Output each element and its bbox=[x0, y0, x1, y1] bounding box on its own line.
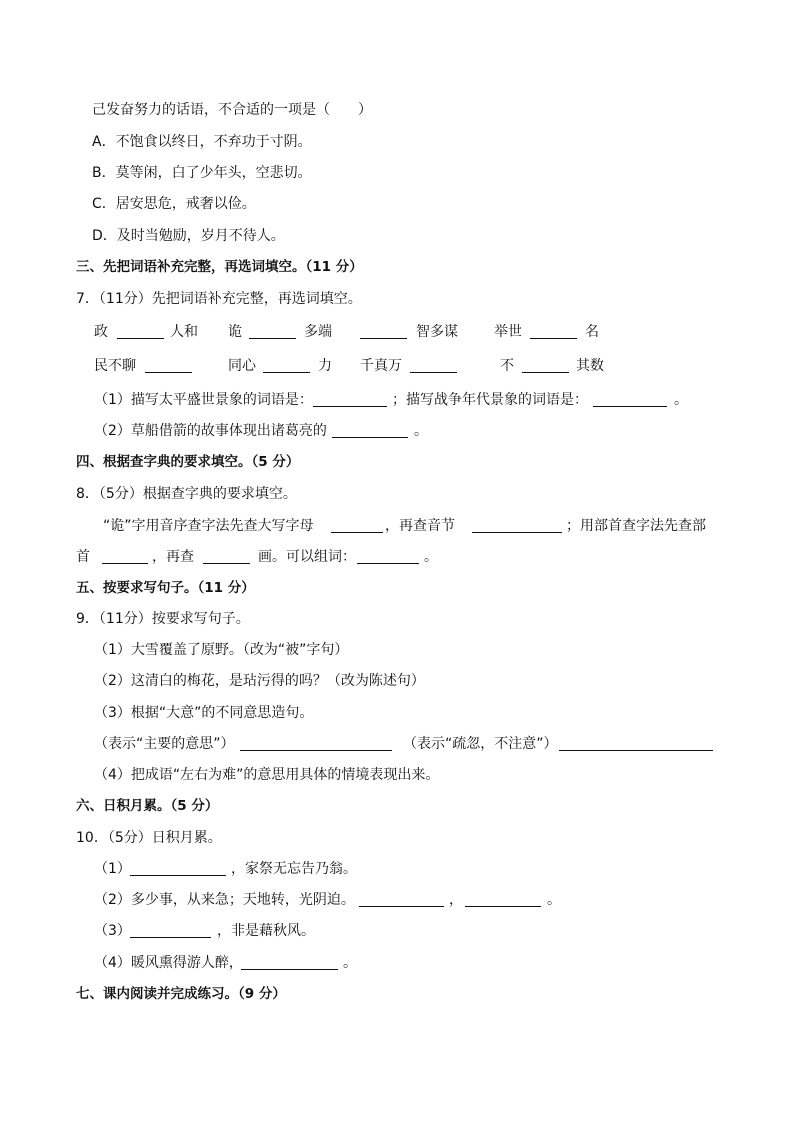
q9-sub3: （3）根据“大意”的不同意思造句。 bbox=[94, 705, 314, 721]
q10-p2-comma: ， bbox=[449, 892, 463, 908]
q7-r1-w4-prefix: 举世 bbox=[494, 324, 522, 340]
q7-r2-w4-suffix: 其数 bbox=[576, 358, 604, 374]
q7-stem: 7．（11分）先把词语补充完整，再选词填空。 bbox=[76, 291, 362, 307]
q7-r2-blank4[interactable] bbox=[522, 372, 569, 373]
q8-l2-blank1[interactable] bbox=[102, 563, 148, 564]
q10-p2-blank1[interactable] bbox=[359, 906, 444, 907]
q7-sub2-text-a: （2）草船借箭的故事体现出诸葛亮的 bbox=[94, 423, 327, 439]
q7-sub1-text-c: 。 bbox=[674, 392, 688, 408]
q6-option-b[interactable]: B．莫等闲，白了少年头，空悲切。 bbox=[92, 165, 312, 181]
q6-option-a[interactable]: A．不饱食以终日，不弃功于寸阴。 bbox=[92, 134, 312, 150]
q10-p2-text: （2）多少事，从来急；天地转，光阴迫。 bbox=[94, 892, 355, 908]
q7-r1-w1-suffix: 人和 bbox=[170, 324, 198, 340]
q9-sub1: （1）大雪覆盖了原野。（改为“被”字句） bbox=[94, 642, 349, 658]
q6-option-c[interactable]: C．居安思危，戒奢以俭。 bbox=[92, 196, 256, 212]
section-7-title: 七、课内阅读并完成练习。（9 分） bbox=[76, 986, 286, 1002]
q10-stem: 10．（5分）日积月累。 bbox=[76, 830, 222, 846]
q8-l2-blank2[interactable] bbox=[203, 563, 250, 564]
q10-p1-text: ，家祭无忘告乃翁。 bbox=[231, 861, 357, 877]
q10-p3-text: ，非是藉秋风。 bbox=[217, 923, 315, 939]
section-6-title: 六、日积月累。（5 分） bbox=[76, 798, 219, 814]
q7-r2-w1-prefix: 民不聊 bbox=[94, 358, 136, 374]
q6-option-d[interactable]: D．及时当勉励，岁月不待人。 bbox=[92, 228, 285, 244]
q7-r2-blank3[interactable] bbox=[410, 372, 457, 373]
q8-l2-text-a: 首 bbox=[76, 549, 90, 565]
q7-r2-blank2[interactable] bbox=[263, 372, 310, 373]
q7-r2-w3-prefix: 千真万 bbox=[360, 358, 402, 374]
q7-r1-w2-prefix: 诡 bbox=[228, 324, 242, 340]
q7-sub1-blank1[interactable] bbox=[313, 406, 387, 407]
q10-p1-blank[interactable] bbox=[130, 875, 226, 876]
q7-r1-w2-suffix: 多端 bbox=[304, 324, 332, 340]
q7-r1-w3-suffix: 智多谋 bbox=[416, 324, 458, 340]
q10-p4-end: 。 bbox=[343, 955, 357, 971]
q9-sub4: （4）把成语“左右为难”的意思用具体的情境表现出来。 bbox=[94, 767, 440, 783]
q8-l2-text-b: ，再查 bbox=[152, 549, 194, 565]
q7-r1-w1-prefix: 政 bbox=[94, 324, 108, 340]
section-5-title: 五、按要求写句子。（11 分） bbox=[76, 580, 255, 596]
q8-l2-blank3[interactable] bbox=[357, 563, 419, 564]
q7-r1-blank1[interactable] bbox=[117, 338, 164, 339]
q7-r2-w4-prefix: 不 bbox=[500, 358, 514, 374]
q10-p4-blank[interactable] bbox=[241, 969, 338, 970]
q7-r1-w4-suffix: 名 bbox=[585, 324, 599, 340]
q9-sub3-hint-a: （表示“主要的意思”） bbox=[94, 736, 235, 752]
q10-p1-label: （1） bbox=[94, 861, 131, 877]
section-4-title: 四、根据查字典的要求填空。（5 分） bbox=[76, 454, 300, 470]
q8-l1-text-b: ，再查音节 bbox=[385, 518, 455, 534]
q7-r2-w2-prefix: 同心 bbox=[228, 358, 256, 374]
q9-sub3-blank2[interactable] bbox=[559, 750, 713, 751]
q8-l1-blank2[interactable] bbox=[472, 532, 562, 533]
q8-l1-blank1[interactable] bbox=[331, 532, 383, 533]
q7-sub2-text-b: 。 bbox=[414, 423, 428, 439]
section-3-title: 三、先把词语补充完整，再选词填空。（11 分） bbox=[76, 259, 363, 275]
q6-stem: 己发奋努力的话语，不合适的一项是（ ） bbox=[92, 102, 372, 118]
q7-r1-blank4[interactable] bbox=[530, 338, 577, 339]
q8-l1-text-c: ；用部首查字法先查部 bbox=[566, 518, 706, 534]
q10-p3-label: （3） bbox=[94, 923, 131, 939]
q8-l2-text-c: 画。可以组词： bbox=[258, 549, 356, 565]
q7-r2-blank1[interactable] bbox=[145, 372, 192, 373]
q7-sub1-text-a: （1）描写太平盛世景象的词语是： bbox=[94, 392, 313, 408]
q9-sub3-blank1[interactable] bbox=[240, 750, 392, 751]
q7-sub2-blank[interactable] bbox=[332, 437, 408, 438]
q8-l1-text-a: “诡”字用音序查字法先查大写字母 bbox=[103, 518, 314, 534]
q10-p2-blank2[interactable] bbox=[465, 906, 541, 907]
q7-r1-blank2[interactable] bbox=[249, 338, 296, 339]
q7-r2-w2-suffix: 力 bbox=[318, 358, 332, 374]
q8-l2-text-d: 。 bbox=[424, 549, 438, 565]
q9-stem: 9．（11分）按要求写句子。 bbox=[76, 611, 250, 627]
q9-sub3-hint-b: （表示“疏忽，不注意”） bbox=[403, 736, 558, 752]
q10-p4-text: （4）暖风熏得游人醉， bbox=[94, 955, 243, 971]
q9-sub2: （2）这清白的梅花，是玷污得的吗？（改为陈述句） bbox=[94, 673, 425, 689]
q10-p2-end: 。 bbox=[547, 892, 561, 908]
q8-stem: 8．（5分）根据查字典的要求填空。 bbox=[76, 486, 297, 502]
q7-sub1-blank2[interactable] bbox=[593, 406, 667, 407]
q10-p3-blank[interactable] bbox=[130, 937, 211, 938]
q7-sub1-text-b: ；描写战争年代景象的词语是： bbox=[392, 392, 588, 408]
q7-r1-blank3[interactable] bbox=[360, 338, 407, 339]
